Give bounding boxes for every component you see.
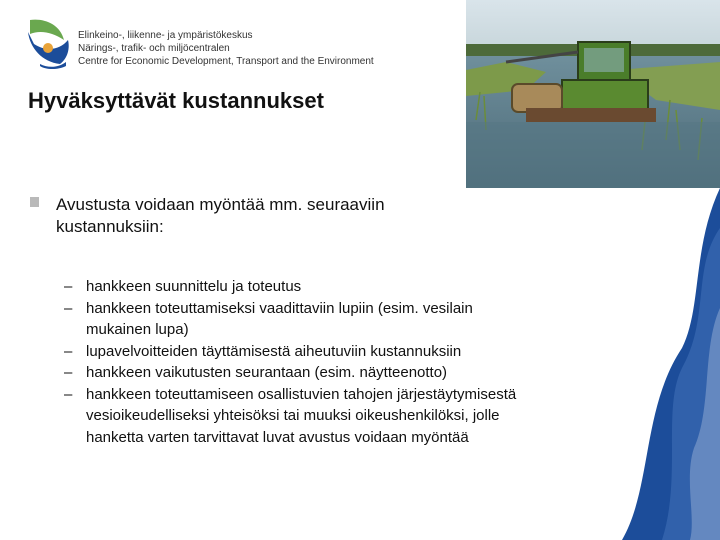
reed-cutting-machine-photo [466,0,720,188]
sub-bullet-item [64,276,534,298]
dash-bullet: – [64,342,73,360]
sub-bullet-item [64,341,534,363]
organization-name [78,29,374,68]
ely-logo-icon [24,18,72,70]
sub-bullet-item [64,298,534,341]
sub-bullet-text: hankkeen vaikutusten seurantaan (esim. näytteenotto) [86,364,448,381]
decorative-wave-graphic [622,188,720,540]
dash-bullet: – [64,385,73,403]
dash-bullet: – [64,278,73,295]
dash-bullet: – [64,364,73,381]
org-line-en: Centre for Economic Development, Transport and the Environment [78,56,374,67]
slide-title: Hyväksyttävät kustannukset [28,88,324,113]
sub-bullet-item [64,362,534,384]
sub-bullet-text: hankkeen suunnittelu ja toteutus [86,278,302,295]
org-line-sv: Närings-, trafik- och miljöcentralen [78,43,230,54]
org-line-fi: Elinkeino-, liikenne- ja ympäristökeskus [78,30,253,41]
sub-bullet-text: hankkeen toteuttamiseksi vaadittaviin lupiin (esim. vesilain mukainen lupa) [86,299,473,338]
sub-bullet-list [64,276,534,448]
sub-bullet-text: hankkeen toteuttamiseen osallistuvien tahojen järjestäytymisestä vesioikeudelliseksi yhteisöksi tai muuksi oikeushenkilöksi, jolle hanketta varten tarvittavat luvat avustus voidaan myöntää [86,385,517,446]
sub-bullet-item [64,384,534,449]
sub-bullet-text: lupavelvoitteiden täyttämisestä aiheutuviin kustannuksiin [86,342,462,360]
square-bullet-icon [30,197,39,207]
dash-bullet: – [64,299,73,317]
main-bullet-text: Avustusta voidaan myöntää mm. seuraaviin kustannuksiin: [56,195,385,236]
